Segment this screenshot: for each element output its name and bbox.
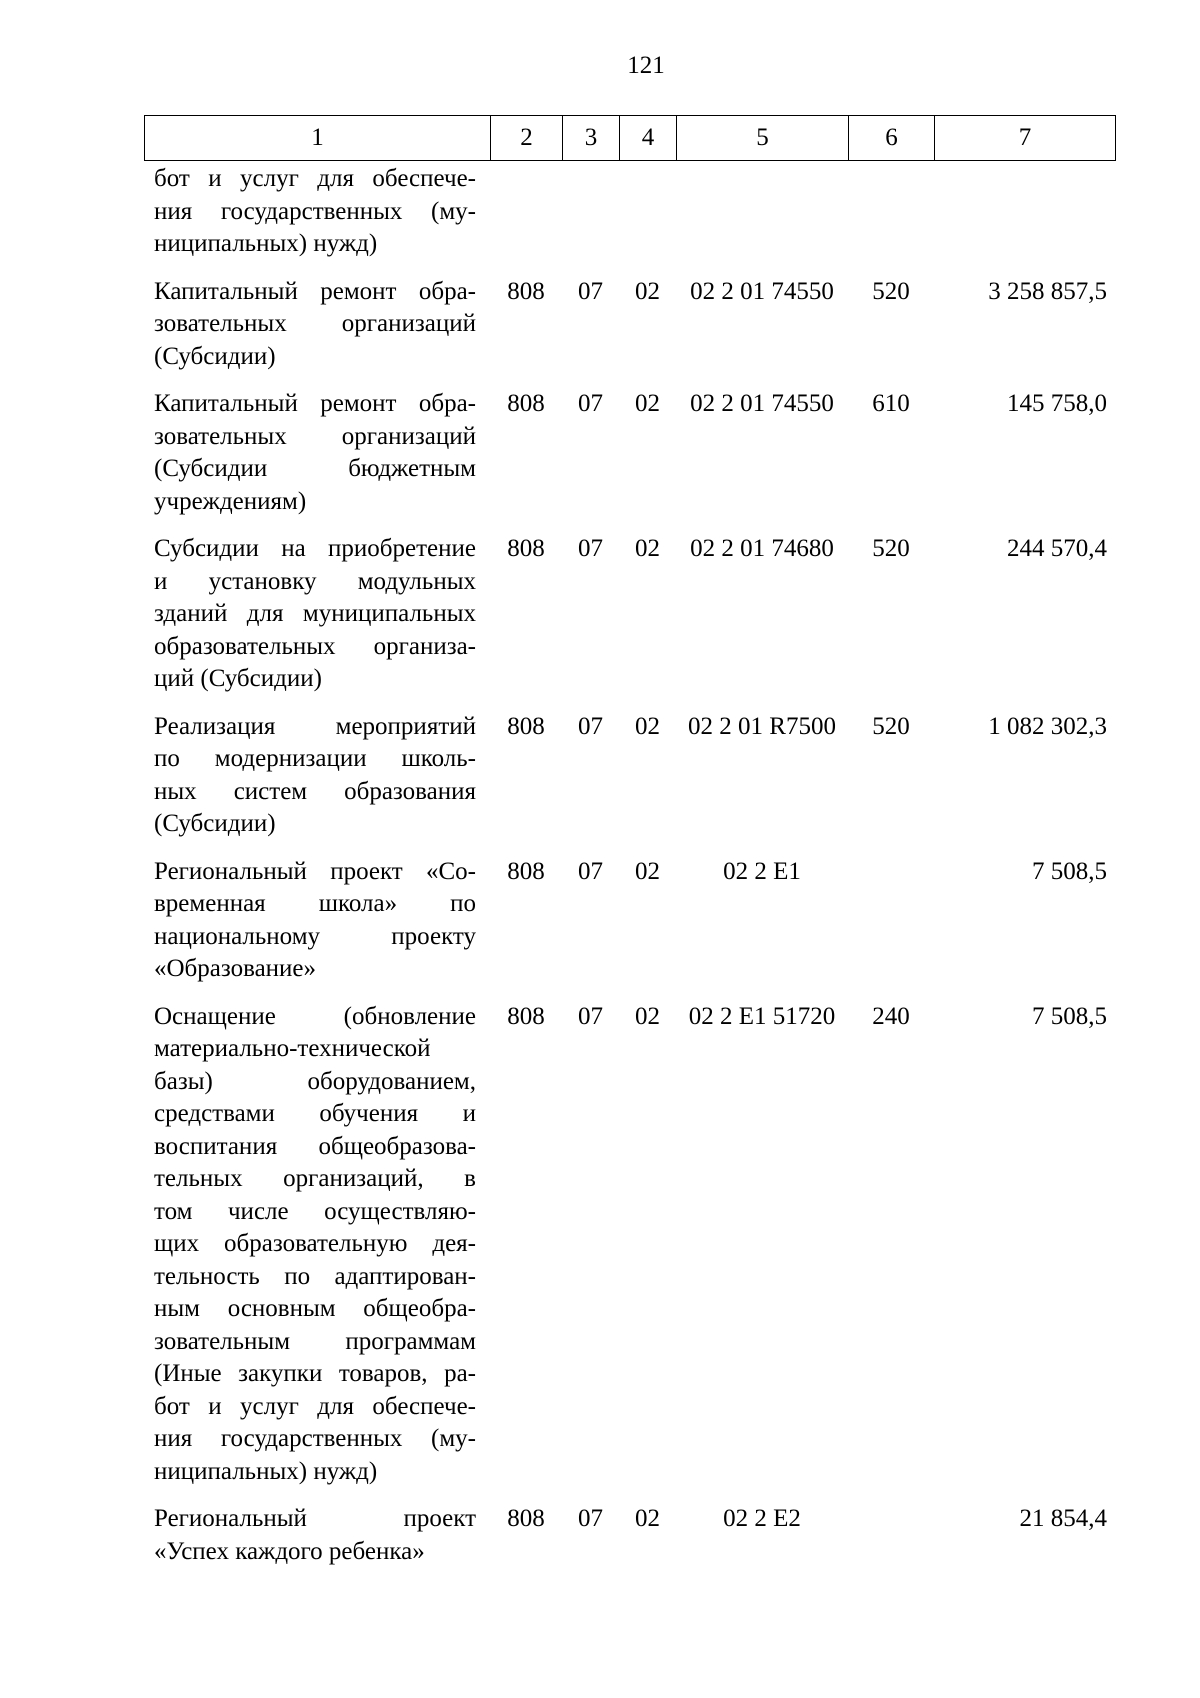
target-article-code: 02 2 01 74550 xyxy=(690,277,834,305)
ministry-code: 808 xyxy=(507,1002,545,1030)
subsection-code: 02 xyxy=(635,1002,660,1030)
table-row xyxy=(144,1503,1115,1568)
description-line: бот и услуг для обеспече- xyxy=(154,1392,476,1420)
amount: 244 570,4 xyxy=(1007,535,1107,562)
table-body xyxy=(144,163,1115,1583)
description-line: (Иные закупки товаров, ра- xyxy=(154,1360,476,1387)
subsection-code: 02 xyxy=(635,857,660,885)
description-line: зовательным программам xyxy=(154,1327,476,1355)
target-article-code: 02 2 E1 xyxy=(723,857,801,885)
table-row xyxy=(144,1001,1115,1489)
expense-type-code xyxy=(848,163,934,261)
section-code: 07 xyxy=(578,390,603,417)
description-line: ций (Субсидии) xyxy=(154,665,322,692)
table-row xyxy=(144,163,1115,261)
header-cell-2: 2 xyxy=(491,116,563,161)
section-code: 07 xyxy=(578,277,603,305)
description-line: Региональный проект xyxy=(154,1505,476,1532)
description-line: ния государственных (му- xyxy=(154,197,476,225)
table-header xyxy=(144,115,1116,161)
expense-type-code xyxy=(848,856,934,986)
amount: 145 758,0 xyxy=(1007,390,1107,417)
ministry-code: 808 xyxy=(507,390,545,417)
description-line: ния государственных (му- xyxy=(154,1425,476,1452)
description-line: (Субсидии) xyxy=(154,810,276,837)
section-code: 07 xyxy=(578,1002,603,1030)
amount: 21 854,4 xyxy=(1019,1505,1107,1532)
description-line: средствами обучения и xyxy=(154,1100,476,1127)
header-cell-7: 7 xyxy=(935,116,1116,161)
table-row xyxy=(144,388,1115,518)
row-description xyxy=(144,163,490,261)
table-row xyxy=(144,533,1115,696)
description-line: базы) оборудованием, xyxy=(154,1067,476,1095)
section-code: 07 xyxy=(578,712,603,740)
target-article-code xyxy=(676,163,848,261)
description-line: ным основным общеобра- xyxy=(154,1295,476,1322)
description-line: зовательных организаций xyxy=(154,422,476,450)
header-cell-1: 1 xyxy=(145,116,491,161)
row-description xyxy=(144,533,490,696)
ministry-code: 808 xyxy=(507,857,545,885)
description-line: Оснащение (обновление xyxy=(154,1002,476,1030)
ministry-code: 808 xyxy=(507,277,545,305)
target-article-code: 02 2 01 74550 xyxy=(690,390,834,417)
table-row xyxy=(144,276,1115,374)
ministry-code: 808 xyxy=(507,712,545,740)
amount xyxy=(934,163,1115,261)
description-line: щих образовательную дея- xyxy=(154,1230,476,1257)
target-article-code: 02 2 E2 xyxy=(723,1505,801,1532)
section-code: 07 xyxy=(578,857,603,885)
description-line: «Успех каждого ребенка» xyxy=(154,1537,425,1565)
target-article-code: 02 2 E1 51720 xyxy=(688,1002,836,1030)
description-line: воспитания общеобразова- xyxy=(154,1132,476,1160)
target-article-code: 02 2 01 R7500 xyxy=(688,712,836,740)
description-line: тельных организаций, в xyxy=(154,1165,476,1192)
row-description xyxy=(144,388,490,518)
subsection-code: 02 xyxy=(635,277,660,305)
description-line: тельность по адаптирован- xyxy=(154,1262,476,1290)
page-number: 121 xyxy=(627,52,665,79)
description-line: и установку модульных xyxy=(154,567,476,595)
description-line: ниципальных) нужд) xyxy=(154,230,378,257)
amount: 3 258 857,5 xyxy=(988,277,1107,305)
target-article-code: 02 2 01 74680 xyxy=(690,535,834,562)
description-line: ниципальных) нужд) xyxy=(154,1457,378,1485)
description-line: Субсидии на приобретение xyxy=(154,535,476,562)
description-line: том числе осуществляю- xyxy=(154,1197,476,1225)
amount: 1 082 302,3 xyxy=(988,712,1107,740)
row-description xyxy=(144,711,490,841)
row-description xyxy=(144,856,490,986)
expense-type-code: 610 xyxy=(872,390,910,417)
amount: 7 508,5 xyxy=(1032,857,1107,885)
row-description xyxy=(144,276,490,374)
description-line: Региональный проект «Со- xyxy=(154,857,476,885)
header-cell-3: 3 xyxy=(563,116,620,161)
description-line: «Образование» xyxy=(154,955,317,982)
header-cell-6: 6 xyxy=(849,116,935,161)
description-line: (Субсидии бюджетным xyxy=(154,455,476,482)
description-line: зовательных организаций xyxy=(154,310,476,337)
table-row xyxy=(144,711,1115,841)
expense-type-code: 240 xyxy=(872,1002,910,1030)
amount: 7 508,5 xyxy=(1032,1002,1107,1030)
description-line: бот и услуг для обеспече- xyxy=(154,165,476,192)
expense-type-code: 520 xyxy=(872,277,910,305)
description-line: Капитальный ремонт обра- xyxy=(154,277,476,305)
row-description xyxy=(144,1503,490,1568)
row-description xyxy=(144,1001,490,1489)
description-line: Капитальный ремонт обра- xyxy=(154,390,476,417)
description-line: ных систем образования xyxy=(154,777,476,805)
subsection-code: 02 xyxy=(635,1505,660,1532)
expense-type-code: 520 xyxy=(872,535,910,562)
table-row xyxy=(144,856,1115,986)
description-line: (Субсидии) xyxy=(154,342,276,370)
expense-type-code xyxy=(848,1503,934,1568)
subsection-code: 02 xyxy=(635,712,660,740)
section-code xyxy=(562,163,619,261)
header-cell-5: 5 xyxy=(677,116,849,161)
description-line: зданий для муниципальных xyxy=(154,600,476,627)
section-code: 07 xyxy=(578,1505,603,1532)
ministry-code: 808 xyxy=(507,1505,545,1532)
description-line: образовательных организа- xyxy=(154,632,476,660)
description-line: Реализация мероприятий xyxy=(154,712,476,740)
description-line: учреждениям) xyxy=(154,487,307,515)
description-line: национальному проекту xyxy=(154,922,476,950)
description-line: материально-технической xyxy=(154,1035,431,1062)
ministry-code: 808 xyxy=(507,535,545,562)
ministry-code xyxy=(490,163,562,261)
subsection-code: 02 xyxy=(635,390,660,417)
description-line: по модернизации школь- xyxy=(154,745,476,772)
expense-type-code: 520 xyxy=(872,712,910,740)
subsection-code: 02 xyxy=(635,535,660,562)
description-line: временная школа» по xyxy=(154,890,476,917)
header-cell-4: 4 xyxy=(620,116,677,161)
section-code: 07 xyxy=(578,535,603,562)
subsection-code xyxy=(619,163,676,261)
